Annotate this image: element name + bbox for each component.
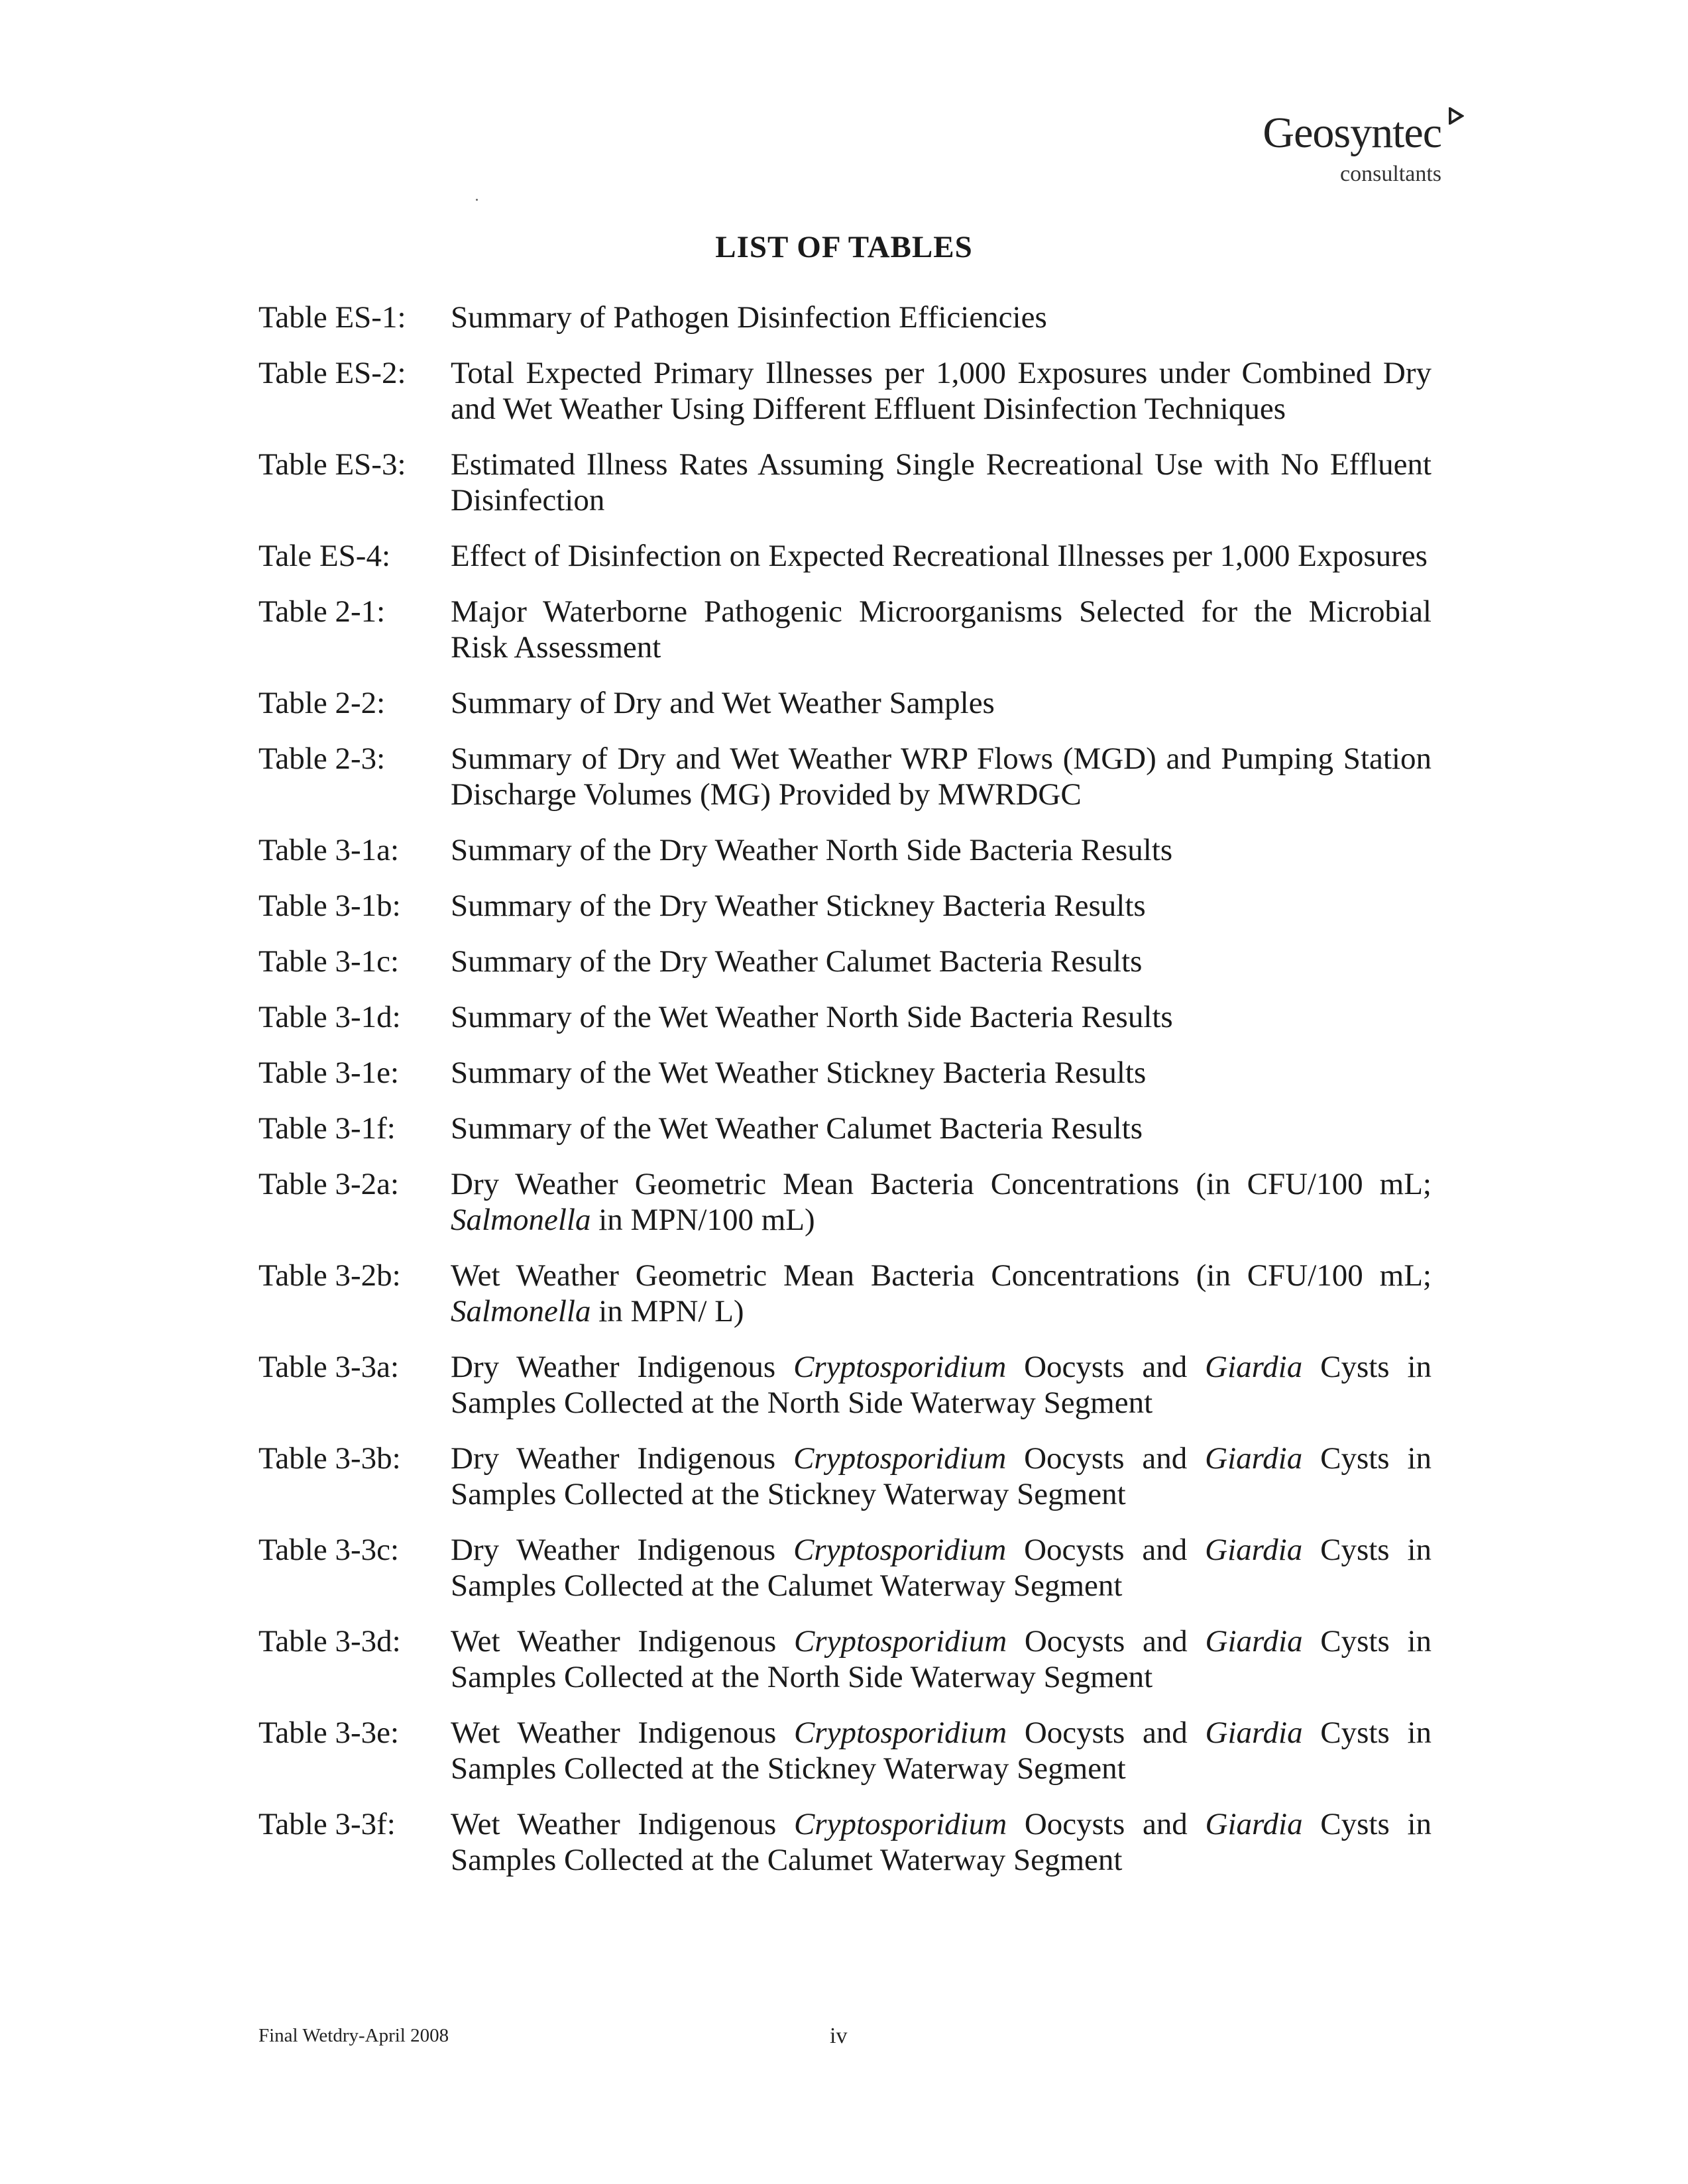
list-item	[258, 594, 1432, 665]
entry-label: Table 3-1f:	[258, 1111, 396, 1146]
entry-title: Major Waterborne Pathogenic Microorganisms Selected for the Microbial Risk Assessment	[451, 594, 1432, 665]
list-item	[258, 1349, 1432, 1421]
list-item	[258, 1111, 1432, 1146]
list-item	[258, 538, 1432, 574]
organism-name: Salmonella	[451, 1294, 591, 1329]
entry-title	[451, 1532, 1432, 1604]
title-text: Cysts in Samples Collected at the Stickney Waterway Segment	[451, 1441, 1432, 1511]
entry-label: Table 3-2b:	[258, 1258, 401, 1293]
title-text: in MPN/100 mL)	[591, 1203, 815, 1237]
title-text: Dry Weather Indigenous	[451, 1350, 794, 1384]
title-text: Wet Weather Indigenous	[451, 1624, 794, 1659]
organism-name: Cryptosporidium	[793, 1624, 1007, 1659]
entry-label: Table 3-3a:	[258, 1350, 400, 1384]
title-text: Oocysts and	[1007, 1716, 1206, 1750]
title-text: Oocysts and	[1006, 1533, 1206, 1567]
table-list	[258, 300, 1432, 1898]
organism-name: Cryptosporidium	[793, 1533, 1007, 1567]
entry-title: Summary of Pathogen Disinfection Efficiencies	[451, 300, 1047, 335]
entry-title: Summary of the Dry Weather Calumet Bacteria Results	[451, 944, 1143, 979]
page-title: LIST OF TABLES	[715, 230, 973, 264]
list-item	[258, 355, 1432, 427]
organism-name: Giardia	[1205, 1716, 1303, 1750]
list-item	[258, 1715, 1432, 1786]
organism-name: Cryptosporidium	[793, 1716, 1007, 1750]
organism-name: Cryptosporidium	[793, 1807, 1007, 1841]
title-text: Oocysts and	[1006, 1441, 1206, 1476]
entry-title	[451, 1623, 1432, 1695]
entry-title: Total Expected Primary Illnesses per 1,000 Exposures under Combined Dry and Wet Weather Using Different Effluent Disinfection Techniques	[451, 356, 1432, 426]
list-item	[258, 447, 1432, 518]
list-item	[258, 1258, 1432, 1329]
list-item	[258, 832, 1432, 868]
list-item	[258, 888, 1432, 924]
title-text: Cysts in Samples Collected at the Calumet Waterway Segment	[451, 1807, 1432, 1877]
footer-document-label: Final Wetdry-April 2008	[258, 2025, 449, 2046]
logo-name-text: Geosyntec	[1263, 109, 1441, 157]
list-item	[258, 741, 1432, 812]
entry-label: Table 3-1c:	[258, 944, 400, 979]
list-item	[258, 1441, 1432, 1512]
triangle-mark-icon	[1448, 107, 1464, 125]
title-text: Cysts in Samples Collected at the North Side Waterway Segment	[451, 1350, 1432, 1420]
entry-title: Summary of Dry and Wet Weather WRP Flows (MGD) and Pumping Station Discharge Volumes (MG) Provided by MWRDGC	[451, 741, 1432, 812]
entry-title	[451, 1441, 1432, 1512]
entry-title: Effect of Disinfection on Expected Recreational Illnesses per 1,000 Exposures	[451, 539, 1428, 573]
list-item	[258, 685, 1432, 721]
entry-label: Table 2-2:	[258, 686, 386, 720]
entry-label: Table 3-3c:	[258, 1533, 400, 1567]
title-text: Dry Weather Indigenous	[451, 1441, 794, 1476]
title-text: Wet Weather Indigenous	[451, 1716, 794, 1750]
entry-title: Summary of Dry and Wet Weather Samples	[451, 686, 995, 720]
entry-label: Table 3-2a:	[258, 1167, 400, 1201]
title-text: Oocysts and	[1006, 1350, 1206, 1384]
entry-label: Table 3-1e:	[258, 1056, 400, 1090]
entry-label: Table 3-1d:	[258, 1000, 401, 1034]
title-text: Dry Weather Indigenous	[451, 1533, 794, 1567]
entry-label: Table ES-2:	[258, 356, 406, 390]
title-text: in MPN/ L)	[591, 1294, 744, 1329]
list-item	[258, 1055, 1432, 1091]
entry-title: Summary of the Wet Weather Stickney Bacteria Results	[451, 1056, 1147, 1090]
entry-label: Table 2-1:	[258, 594, 386, 629]
title-text: Wet Weather Geometric Mean Bacteria Concentrations (in CFU/100 mL;	[451, 1258, 1432, 1293]
entry-label: Table 3-3e:	[258, 1716, 400, 1750]
list-item	[258, 944, 1432, 979]
title-text: Cysts in Samples Collected at the Stickney Waterway Segment	[451, 1716, 1432, 1786]
entry-label: Table 2-3:	[258, 741, 386, 776]
title-text: Oocysts and	[1007, 1624, 1206, 1659]
organism-name: Giardia	[1205, 1350, 1303, 1384]
organism-name: Salmonella	[451, 1203, 591, 1237]
list-item	[258, 1623, 1432, 1695]
scan-speck	[476, 199, 478, 201]
entry-label: Table 3-1a:	[258, 833, 400, 867]
entry-title: Summary of the Dry Weather Stickney Bacteria Results	[451, 889, 1146, 923]
entry-title	[451, 1166, 1432, 1238]
organism-name: Giardia	[1205, 1624, 1303, 1659]
entry-title	[451, 1806, 1432, 1878]
organism-name: Cryptosporidium	[793, 1441, 1007, 1476]
title-text: Cysts in Samples Collected at the North Side Waterway Segment	[451, 1624, 1432, 1694]
entry-label: Table 3-1b:	[258, 889, 401, 923]
title-text: Cysts in Samples Collected at the Calumet Waterway Segment	[451, 1533, 1432, 1603]
organism-name: Giardia	[1205, 1441, 1303, 1476]
entry-title: Summary of the Wet Weather North Side Bacteria Results	[451, 1000, 1173, 1034]
organism-name: Giardia	[1205, 1807, 1303, 1841]
entry-title: Estimated Illness Rates Assuming Single Recreational Use with No Effluent Disinfection	[451, 447, 1432, 518]
entry-title	[451, 1715, 1432, 1786]
entry-label: Table 3-3f:	[258, 1807, 396, 1841]
logo-name	[1263, 111, 1441, 155]
title-text: Dry Weather Geometric Mean Bacteria Concentrations (in CFU/100 mL;	[451, 1167, 1432, 1201]
entry-title: Summary of the Wet Weather Calumet Bacteria Results	[451, 1111, 1143, 1146]
entry-label: Tale ES-4:	[258, 539, 391, 573]
entry-title: Summary of the Dry Weather North Side Bacteria Results	[451, 833, 1173, 867]
entry-title	[451, 1349, 1432, 1421]
list-item	[258, 999, 1432, 1035]
list-item	[258, 1806, 1432, 1878]
company-logo	[1263, 111, 1441, 186]
list-item	[258, 300, 1432, 335]
list-item	[258, 1166, 1432, 1238]
entry-label: Table ES-3:	[258, 447, 406, 482]
page-number: iv	[830, 2024, 848, 2048]
entry-label: Table 3-3b:	[258, 1441, 401, 1476]
entry-label: Table ES-1:	[258, 300, 406, 335]
logo-subtitle: consultants	[1340, 162, 1441, 186]
organism-name: Cryptosporidium	[793, 1350, 1007, 1384]
title-text: Wet Weather Indigenous	[451, 1807, 794, 1841]
entry-title	[451, 1258, 1432, 1329]
entry-label: Table 3-3d:	[258, 1624, 401, 1659]
organism-name: Giardia	[1205, 1533, 1303, 1567]
title-text: Oocysts and	[1007, 1807, 1206, 1841]
list-item	[258, 1532, 1432, 1604]
